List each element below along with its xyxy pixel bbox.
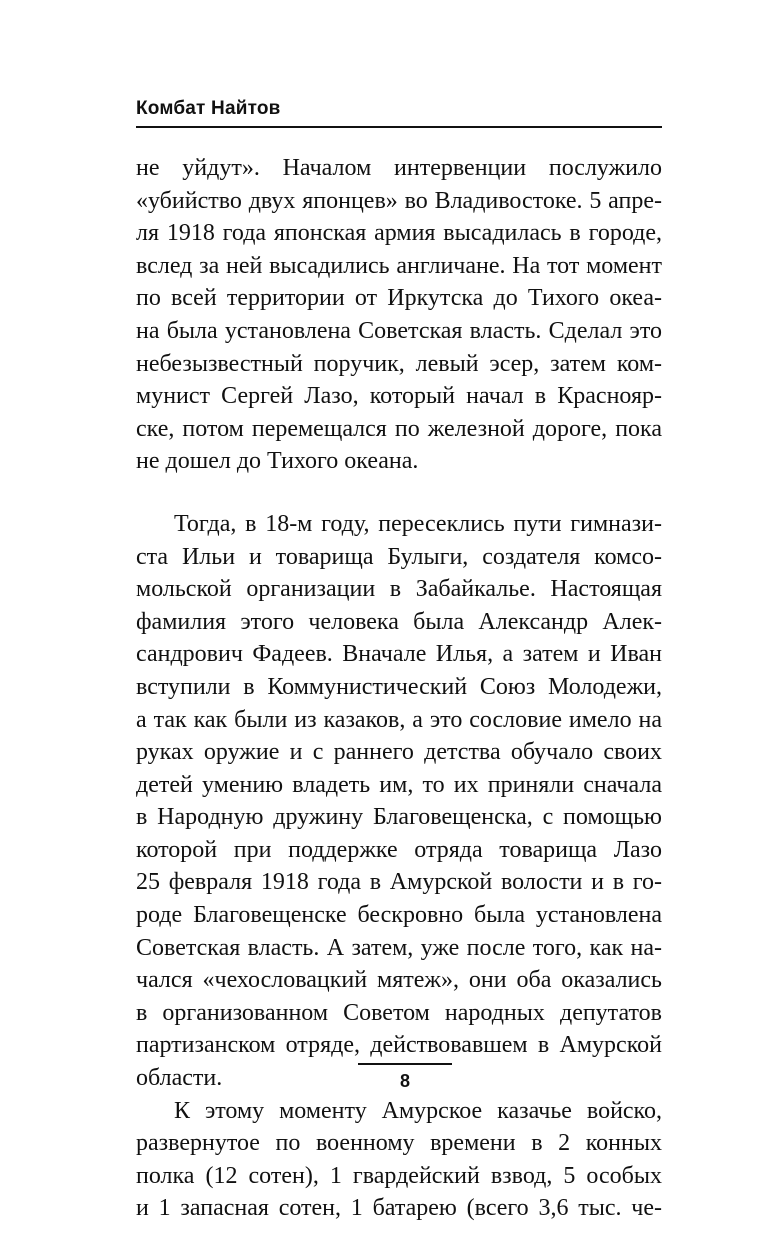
header-book-title: Комбат Найтов [136,98,281,119]
text-line: ля 1918 года японская армия высадилась в городе, [136,220,662,247]
text-line: ста Ильи и товарища Булыги, создателя комсо- [136,543,662,570]
paragraph-gap [136,478,662,508]
text-line: «убийство двух японцев» во Владивостоке. 5 апре- [136,187,662,214]
text-line: на была установлена Советская власть. Сделал это [136,317,662,344]
paragraph-2 [136,508,662,1095]
text-line: не уйдут». Началом интервенции послужило [136,155,662,181]
text-line: 25 февраля 1918 года в Амурской волости и в го- [136,869,662,896]
text-line: и 1 запасная сотен, 1 батарею (всего 3,6 тыс. че- [136,1195,662,1222]
paragraph-3 [136,1095,662,1225]
text-line: руках оружие и с раннего детства обучало своих [136,739,662,766]
text-line: области. [136,1065,223,1092]
text-line: полка (12 сотен), 1 гвардейский взвод, 5 особых [136,1162,662,1189]
text-line: в Народную дружину Благовещенска, с помощью [136,804,662,831]
text-line: а так как были из казаков, а это сословие имело на [136,706,662,733]
text-line: небезызвестный поручик, левый эсер, затем ком- [136,350,662,377]
text-line: не дошел до Тихого океана. [136,448,419,475]
text-line: К этому моменту Амурское казачье войско, [174,1097,662,1124]
text-line: вступили в Коммунистический Союз Молодежи, [136,673,662,700]
text-line: развернутое по военному времени в 2 конных [136,1130,662,1157]
text-line: роде Благовещенске бескровно была установлена [136,902,662,929]
footer-rule [358,1063,452,1065]
text-line: ске, потом перемещался по железной дороге, пока [136,415,662,442]
text-line: чался «чехословацкий мятеж», они оба оказались [136,967,662,994]
text-line: Советская власть. А затем, уже после того, как на- [136,934,662,961]
text-line: партизанском отряде, действовавшем в Амурской [136,1032,662,1059]
text-line: сандрович Фадеев. Вначале Илья, а затем и Иван [136,641,662,668]
text-line: мунист Сергей Лазо, который начал в Краснояр- [136,383,662,410]
text-line: которой при поддержке отряда товарища Лазо [136,836,662,863]
text-line: по всей территории от Иркутска до Тихого океа- [136,285,662,312]
page-number: 8 [399,1071,410,1091]
running-header [136,96,662,128]
text-line: детей умению владеть им, то их приняли сначала [136,771,662,798]
paragraph-1 [136,152,662,478]
text-line: вслед за ней высадились англичане. На тот момент [136,252,662,279]
text-line: фамилия этого человека была Александр Алек- [136,608,662,635]
text-line: мольской организации в Забайкалье. Настоящая [136,576,662,603]
text-line: в организованном Советом народных депутатов [136,999,662,1026]
text-line: Тогда, в 18-м году, пересеклись пути гимнази- [174,510,662,537]
